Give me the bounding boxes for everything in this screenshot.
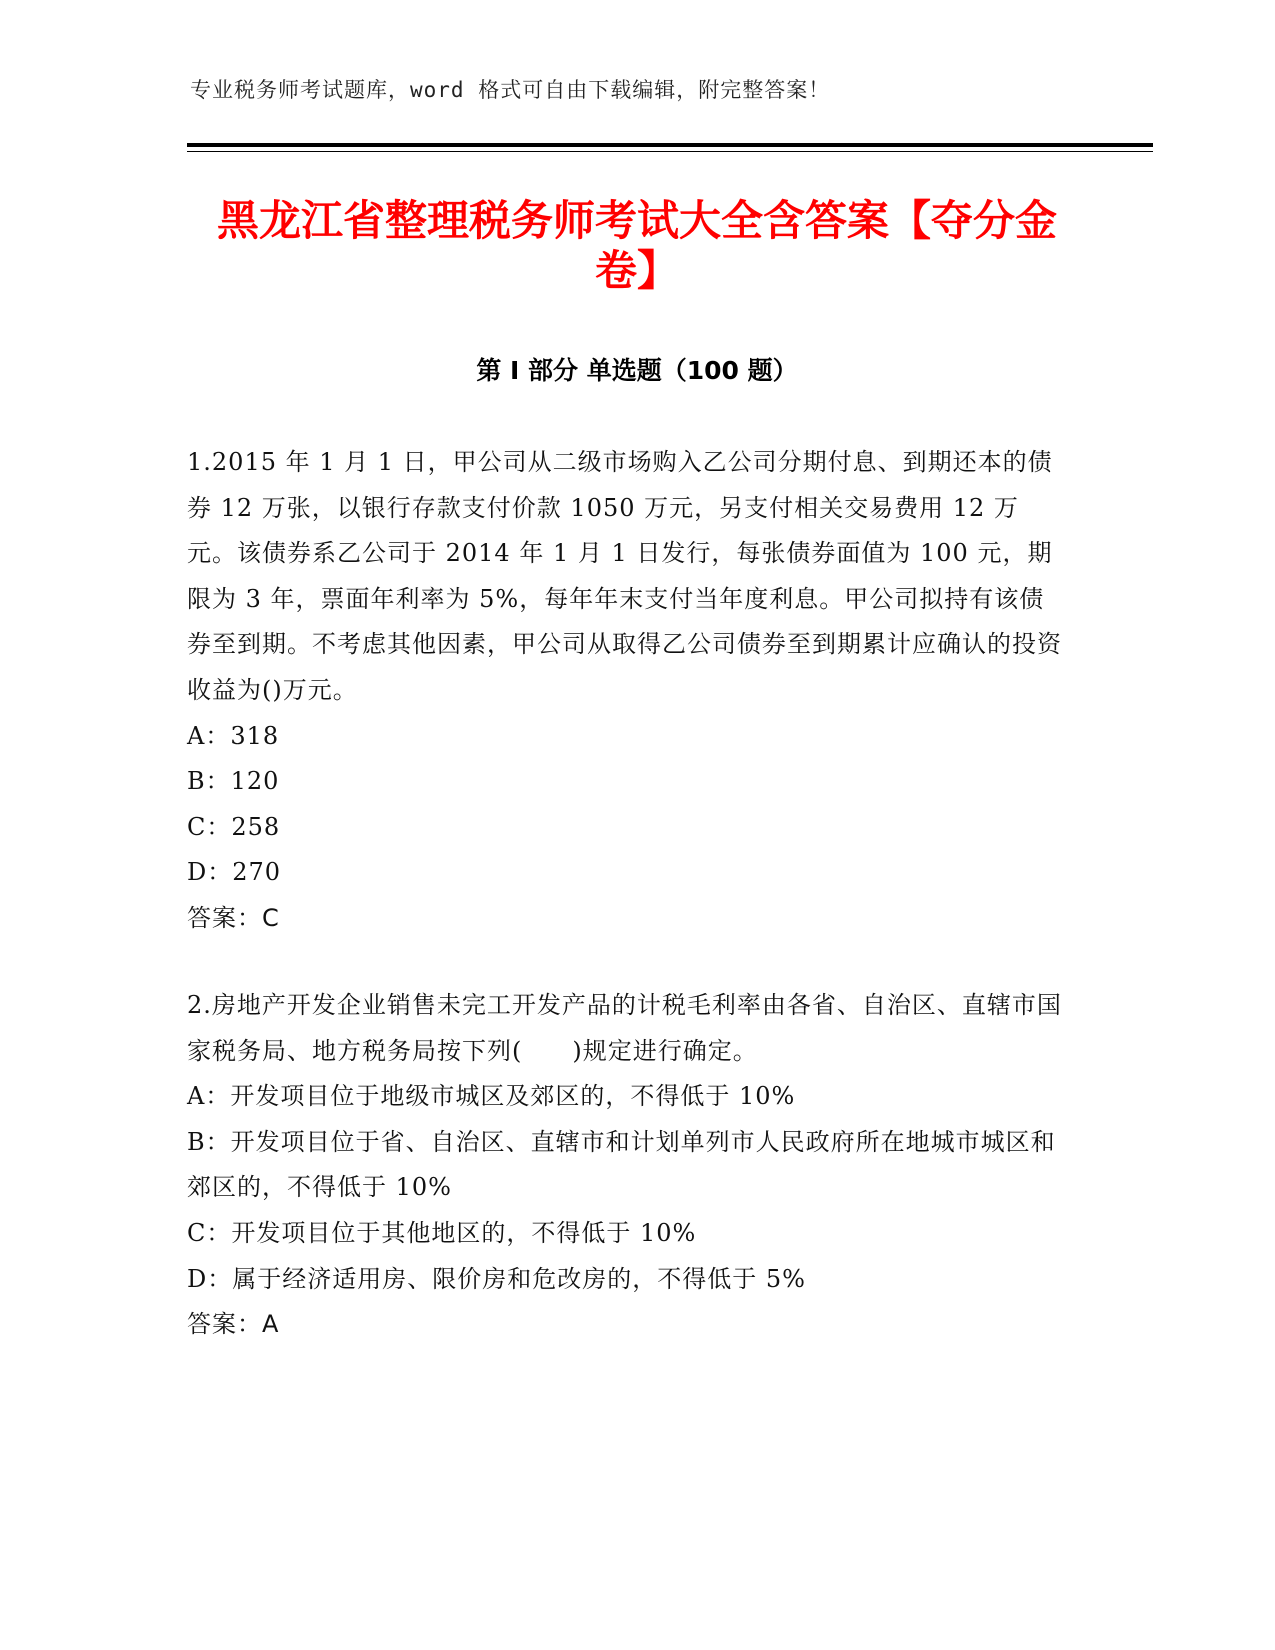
question-2 <box>187 983 1067 1348</box>
option-c: C：开发项目位于其他地区的，不得低于 10% <box>187 1218 697 1247</box>
header-rule-thick <box>187 143 1153 147</box>
answer: 答案：A <box>187 1310 280 1339</box>
option-c: C：258 <box>187 812 281 841</box>
document-title: 黑龙江省整理税务师考试大全含答案【夺分金卷】 <box>216 196 1057 295</box>
option-d: D：270 <box>187 858 282 887</box>
header-rule-thin <box>187 151 1153 152</box>
header-note: 专业税务师考试题库，word 格式可自由下载编辑，附完整答案！ <box>190 78 831 102</box>
question-1 <box>187 440 1067 942</box>
option-b: B：开发项目位于省、自治区、直辖市和计划单列市人民政府所在地城市城区和郊区的，不得低于 10% <box>187 1127 1056 1202</box>
option-b: B：120 <box>187 767 280 796</box>
question-stem: 1.2015 年 1 月 1 日，甲公司从二级市场购入乙公司分期付息、到期还本的债券 12 万张，以银行存款支付价款 1050 万元，另支付相关交易费用 12 万元。该债券系乙公司于 2014 年 1 月 1 日发行，每张债券面值为 100 元，期限为 3 年，票面年利率为 5%，每年年末支付当年度利息。甲公司拟持有该债券至到期。不考虑其他因素，甲公司从取得乙公司债券至到期累计应确认的投资收益为()万元。 <box>187 448 1062 704</box>
option-d: D：属于经济适用房、限价房和危改房的，不得低于 5% <box>187 1264 806 1293</box>
answer: 答案：C <box>187 903 280 932</box>
option-a: A：318 <box>187 721 280 750</box>
option-a: A：开发项目位于地级市城区及郊区的，不得低于 10% <box>187 1082 796 1111</box>
section-title: 第 I 部分 单选题（100 题） <box>476 356 798 385</box>
question-stem: 2.房地产开发企业销售未完工开发产品的计税毛利率由各省、自治区、直辖市国家税务局、地方税务局按下列( )规定进行确定。 <box>187 991 1062 1065</box>
